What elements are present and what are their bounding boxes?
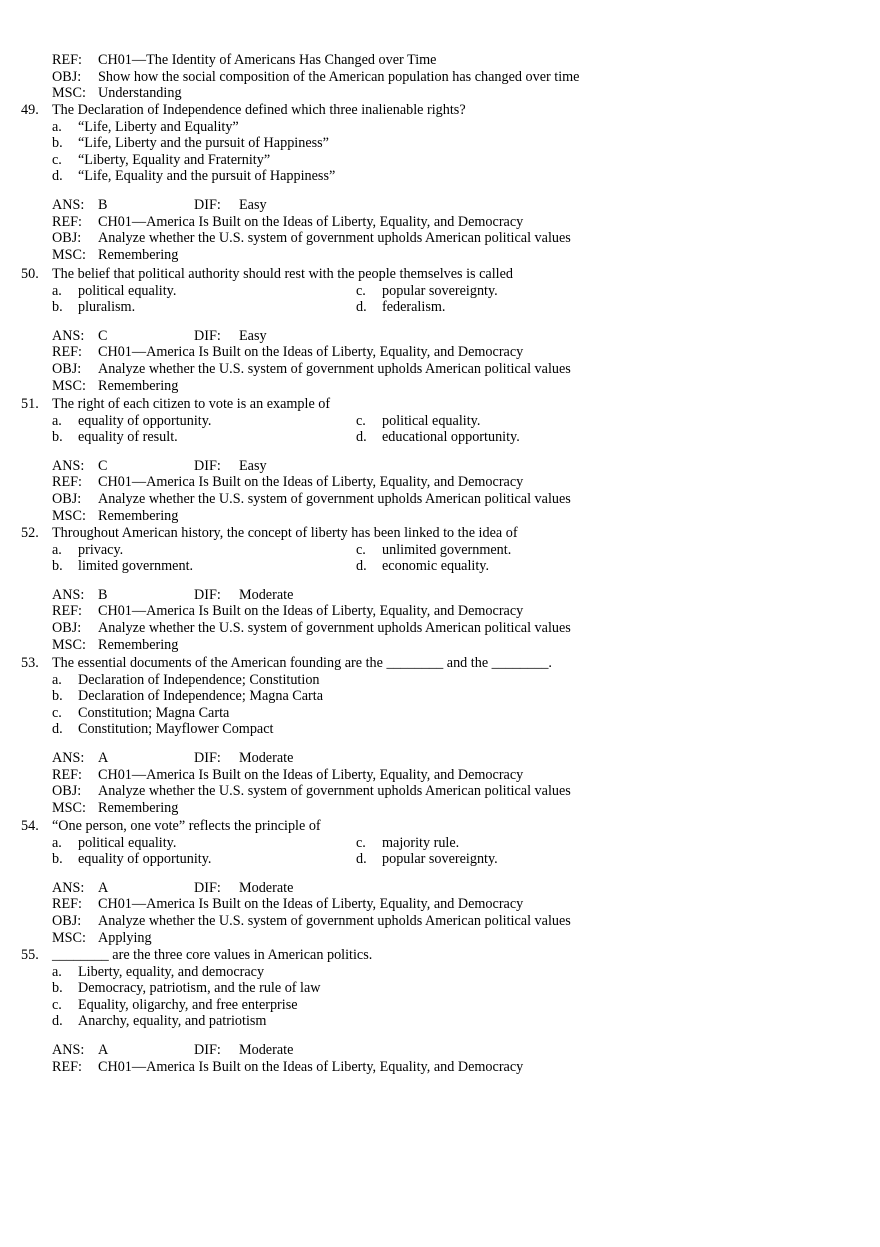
msc-label: MSC: — [52, 85, 86, 102]
question-52 — [0, 525, 880, 653]
option-text: Declaration of Independence; Magna Carta — [78, 688, 324, 705]
option-text: equality of opportunity. — [78, 851, 212, 868]
obj-label: OBJ: — [52, 68, 82, 85]
ref-line — [0, 474, 880, 491]
option-b — [0, 980, 880, 997]
question-53 — [0, 655, 880, 816]
question-stem: The belief that political authority should rest with the people themselves is called — [52, 266, 513, 282]
obj-line — [0, 620, 880, 637]
option-a — [0, 964, 880, 981]
ref-label: REF: — [52, 766, 82, 783]
question-51 — [0, 396, 880, 524]
option-letter: c. — [52, 996, 62, 1013]
ref-value: CH01—America Is Built on the Ideas of Liberty, Equality, and Democracy — [98, 344, 524, 361]
ans-value: A — [98, 1041, 109, 1058]
question-number: 50. — [21, 266, 39, 282]
ref-line — [0, 896, 880, 913]
ans-label: ANS: — [52, 586, 85, 603]
option-text: privacy. — [78, 541, 124, 558]
option-text: Democracy, patriotism, and the rule of law — [78, 980, 321, 997]
msc-line — [0, 85, 880, 102]
ref-value: CH01—America Is Built on the Ideas of Liberty, Equality, and Democracy — [98, 603, 524, 620]
msc-line — [0, 247, 880, 264]
question-stem-line — [0, 102, 880, 119]
option-letter: b. — [52, 429, 63, 446]
msc-line — [0, 378, 880, 395]
option-letter: c. — [356, 541, 366, 558]
dif-value: Moderate — [239, 1041, 294, 1058]
option-text: “Life, Equality and the pursuit of Happiness” — [78, 168, 336, 185]
option-letter: a. — [52, 118, 62, 135]
option-c — [0, 997, 880, 1014]
ref-line — [0, 52, 880, 69]
question-number: 53. — [21, 655, 39, 671]
obj-label: OBJ: — [52, 783, 82, 800]
option-row — [0, 558, 880, 575]
msc-value: Remembering — [98, 507, 179, 524]
question-stem-line — [0, 655, 880, 672]
ref-line — [0, 344, 880, 361]
option-text: Anarchy, equality, and patriotism — [78, 1013, 267, 1030]
option-row — [0, 542, 880, 559]
option-letter: d. — [52, 168, 63, 185]
dif-value: Easy — [239, 196, 267, 213]
ref-value: CH01—America Is Built on the Ideas of Liberty, Equality, and Democracy — [98, 766, 524, 783]
msc-value: Remembering — [98, 636, 179, 653]
msc-line — [0, 930, 880, 947]
question-stem-line — [0, 525, 880, 542]
question-number: 55. — [21, 947, 39, 963]
option-a — [0, 119, 880, 136]
option-row — [0, 429, 880, 446]
obj-value: Show how the social composition of the American population has changed over time — [98, 68, 580, 85]
obj-line — [0, 491, 880, 508]
option-b — [0, 135, 880, 152]
msc-label: MSC: — [52, 377, 86, 394]
option-letter: b. — [52, 135, 63, 152]
ref-label: REF: — [52, 213, 82, 230]
option-text: economic equality. — [382, 558, 490, 575]
question-stem: Throughout American history, the concept of liberty has been linked to the idea of — [52, 525, 518, 541]
option-letter: c. — [52, 151, 62, 168]
question-stem-line — [0, 947, 880, 964]
dif-label: DIF: — [194, 457, 221, 474]
ans-line — [0, 1042, 880, 1059]
option-text: majority rule. — [382, 834, 460, 851]
option-d — [0, 721, 880, 738]
option-row — [0, 835, 880, 852]
msc-line — [0, 637, 880, 654]
option-row — [0, 851, 880, 868]
option-letter: d. — [52, 1013, 63, 1030]
obj-value: Analyze whether the U.S. system of government upholds American political values — [98, 619, 571, 636]
option-text: popular sovereignty. — [382, 851, 498, 868]
option-text: Liberty, equality, and democracy — [78, 963, 265, 980]
ans-value: A — [98, 879, 109, 896]
ans-value: B — [98, 586, 108, 603]
ans-line — [0, 587, 880, 604]
dif-label: DIF: — [194, 586, 221, 603]
obj-label: OBJ: — [52, 490, 82, 507]
ref-line — [0, 603, 880, 620]
dif-value: Moderate — [239, 749, 294, 766]
option-letter: d. — [356, 851, 367, 868]
option-letter: c. — [356, 834, 366, 851]
option-d — [0, 1013, 880, 1030]
ans-label: ANS: — [52, 879, 85, 896]
ref-label: REF: — [52, 344, 82, 361]
ref-value: CH01—The Identity of Americans Has Changed over Time — [98, 52, 437, 68]
ref-value: CH01—America Is Built on the Ideas of Liberty, Equality, and Democracy — [98, 474, 524, 491]
ref-line — [0, 767, 880, 784]
dif-label: DIF: — [194, 1041, 221, 1058]
option-letter: c. — [356, 412, 366, 429]
obj-label: OBJ: — [52, 619, 82, 636]
option-letter: b. — [52, 851, 63, 868]
ans-line — [0, 750, 880, 767]
ans-line — [0, 328, 880, 345]
msc-label: MSC: — [52, 799, 86, 816]
option-text: Constitution; Mayflower Compact — [78, 721, 274, 738]
ans-line — [0, 458, 880, 475]
msc-value: Remembering — [98, 246, 179, 263]
ans-label: ANS: — [52, 457, 85, 474]
option-letter: a. — [52, 671, 62, 688]
option-text: political equality. — [78, 282, 177, 299]
obj-line — [0, 230, 880, 247]
option-row — [0, 299, 880, 316]
dif-label: DIF: — [194, 196, 221, 213]
obj-line — [0, 783, 880, 800]
ref-value: CH01—America Is Built on the Ideas of Liberty, Equality, and Democracy — [98, 213, 524, 230]
msc-line — [0, 508, 880, 525]
option-text: Constitution; Magna Carta — [78, 704, 230, 721]
obj-value: Analyze whether the U.S. system of government upholds American political values — [98, 230, 571, 247]
dif-value: Moderate — [239, 879, 294, 896]
obj-line — [0, 69, 880, 86]
ref-line — [0, 1059, 880, 1076]
question-54 — [0, 818, 880, 946]
option-letter: a. — [52, 282, 62, 299]
ans-line — [0, 197, 880, 214]
option-letter: c. — [52, 704, 62, 721]
ref-line — [0, 214, 880, 231]
obj-value: Analyze whether the U.S. system of government upholds American political values — [98, 490, 571, 507]
option-letter: b. — [52, 688, 63, 705]
msc-value: Remembering — [98, 377, 179, 394]
option-text: equality of opportunity. — [78, 412, 212, 429]
option-text: limited government. — [78, 558, 194, 575]
question-49 — [0, 102, 880, 263]
option-b — [0, 688, 880, 705]
ans-value: C — [98, 327, 108, 344]
option-letter: a. — [52, 541, 62, 558]
option-letter: a. — [52, 412, 62, 429]
dif-label: DIF: — [194, 327, 221, 344]
option-letter: b. — [52, 558, 63, 575]
obj-value: Analyze whether the U.S. system of government upholds American political values — [98, 783, 571, 800]
ans-value: A — [98, 749, 109, 766]
msc-value: Remembering — [98, 799, 179, 816]
obj-label: OBJ: — [52, 912, 82, 929]
option-text: equality of result. — [78, 429, 178, 446]
ans-line — [0, 880, 880, 897]
ans-value: B — [98, 196, 108, 213]
question-number: 54. — [21, 818, 39, 834]
ref-label: REF: — [52, 52, 82, 68]
msc-label: MSC: — [52, 507, 86, 524]
option-text: Declaration of Independence; Constitution — [78, 671, 320, 688]
ref-label: REF: — [52, 474, 82, 491]
dif-label: DIF: — [194, 879, 221, 896]
msc-line — [0, 800, 880, 817]
question-stem: The Declaration of Independence defined which three inalienable rights? — [52, 102, 466, 118]
option-text: political equality. — [382, 412, 481, 429]
option-text: educational opportunity. — [382, 429, 520, 446]
option-text: unlimited government. — [382, 541, 512, 558]
question-50 — [0, 266, 880, 394]
question-stem-line — [0, 266, 880, 283]
question-stem-line — [0, 818, 880, 835]
option-letter: d. — [356, 558, 367, 575]
question-stem-line — [0, 396, 880, 413]
option-a — [0, 672, 880, 689]
ref-label: REF: — [52, 1058, 82, 1075]
option-row — [0, 413, 880, 430]
option-letter: b. — [52, 980, 63, 997]
option-text: pluralism. — [78, 299, 136, 316]
question-number: 49. — [21, 102, 39, 118]
ref-value: CH01—America Is Built on the Ideas of Liberty, Equality, and Democracy — [98, 1058, 524, 1075]
question-number: 51. — [21, 396, 39, 412]
question-number: 52. — [21, 525, 39, 541]
question-stem: The right of each citizen to vote is an example of — [52, 396, 331, 412]
option-text: federalism. — [382, 299, 446, 316]
option-letter: d. — [356, 299, 367, 316]
ans-label: ANS: — [52, 749, 85, 766]
option-d — [0, 168, 880, 185]
option-letter: a. — [52, 963, 62, 980]
option-text: “Life, Liberty and Equality” — [78, 118, 239, 135]
dif-label: DIF: — [194, 749, 221, 766]
msc-value: Understanding — [98, 85, 182, 102]
obj-value: Analyze whether the U.S. system of government upholds American political values — [98, 912, 571, 929]
question-stem: “One person, one vote” reflects the principle of — [52, 818, 321, 834]
obj-line — [0, 913, 880, 930]
option-c — [0, 705, 880, 722]
msc-label: MSC: — [52, 246, 86, 263]
question-stem: The essential documents of the American founding are the ________ and the ________. — [52, 655, 552, 671]
ref-label: REF: — [52, 603, 82, 620]
ref-label: REF: — [52, 896, 82, 913]
option-letter: c. — [356, 282, 366, 299]
question-55 — [0, 947, 880, 1075]
obj-value: Analyze whether the U.S. system of government upholds American political values — [98, 360, 571, 377]
option-letter: d. — [52, 721, 63, 738]
ans-label: ANS: — [52, 1041, 85, 1058]
option-text: “Life, Liberty and the pursuit of Happiness” — [78, 135, 329, 152]
option-text: Equality, oligarchy, and free enterprise — [78, 996, 298, 1013]
option-c — [0, 152, 880, 169]
msc-value: Applying — [98, 929, 152, 946]
option-text: “Liberty, Equality and Fraternity” — [78, 151, 271, 168]
option-text: political equality. — [78, 834, 177, 851]
obj-line — [0, 361, 880, 378]
obj-label: OBJ: — [52, 230, 82, 247]
dif-value: Moderate — [239, 586, 294, 603]
option-letter: a. — [52, 834, 62, 851]
ans-label: ANS: — [52, 327, 85, 344]
msc-label: MSC: — [52, 929, 86, 946]
obj-label: OBJ: — [52, 360, 82, 377]
dif-value: Easy — [239, 457, 267, 474]
ref-value: CH01—America Is Built on the Ideas of Liberty, Equality, and Democracy — [98, 896, 524, 913]
question-stem: ________ are the three core values in American politics. — [52, 947, 373, 963]
option-letter: d. — [356, 429, 367, 446]
ans-label: ANS: — [52, 196, 85, 213]
option-row — [0, 283, 880, 300]
option-text: popular sovereignty. — [382, 282, 498, 299]
option-letter: b. — [52, 299, 63, 316]
dif-value: Easy — [239, 327, 267, 344]
ans-value: C — [98, 457, 108, 474]
msc-label: MSC: — [52, 636, 86, 653]
carryover-meta — [0, 52, 880, 102]
